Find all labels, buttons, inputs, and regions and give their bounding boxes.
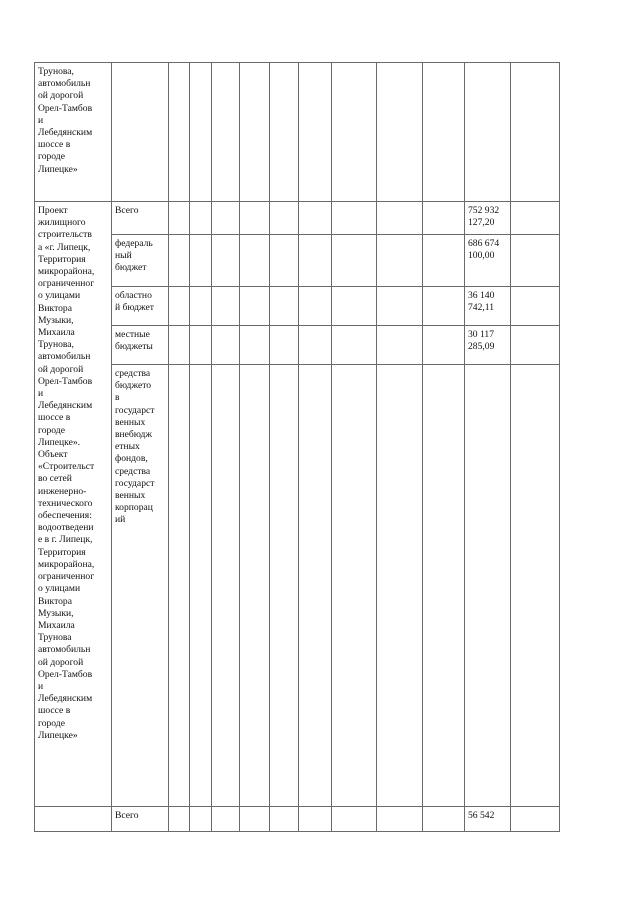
table-row	[35, 63, 597, 202]
table-row	[35, 326, 597, 365]
amount-cell: 686 674 100,00	[465, 235, 511, 287]
table-row	[35, 202, 597, 235]
table-row	[35, 807, 597, 832]
funding-table	[34, 62, 597, 832]
source-cell: областно й бюджет	[112, 287, 169, 326]
source-cell: средства бюджето в государст венных внебюдж етных фондов, средства государст венных корпорац ий	[112, 365, 169, 807]
source-cell: Всего	[112, 807, 169, 832]
amount-cell: 56 542	[465, 807, 511, 832]
project-name-cell	[35, 807, 112, 832]
amount-cell: 30 117 285,09	[465, 326, 511, 365]
table-row	[35, 235, 597, 287]
amount-cell: 36 140 742,11	[465, 287, 511, 326]
source-cell	[112, 63, 169, 202]
amount-cell: 752 932 127,20	[465, 202, 511, 235]
amount-cell	[465, 365, 511, 807]
source-cell: Всего	[112, 202, 169, 235]
table-row	[35, 365, 597, 807]
amount-cell	[465, 63, 511, 202]
source-cell: местные бюджеты	[112, 326, 169, 365]
source-cell: федераль ный бюджет	[112, 235, 169, 287]
project-name-cell: Проект жилищного строительств а «г. Липецк, Территория микрорайона, ограниченног о улицами Виктора Музыки, Михаила Трунова, автомобильн ой дорогой Орел-Тамбов и Лебедянским шоссе в городе Липецке». Объект «Строительст во сетей инженерно- технического обеспечения: водоотведени е в г. Липецк, Территория микрорайона, ограниченног о улицами Виктора Музыки, Михаила Трунова автомобильн ой дорогой Орел-Тамбов и Лебедянским шоссе в городе Липецке»	[35, 202, 112, 807]
project-name-cell: Трунова, автомобильн ой дорогой Орел-Тамбов и Лебедянским шоссе в городе Липецке»	[35, 63, 112, 202]
table-row	[35, 287, 597, 326]
